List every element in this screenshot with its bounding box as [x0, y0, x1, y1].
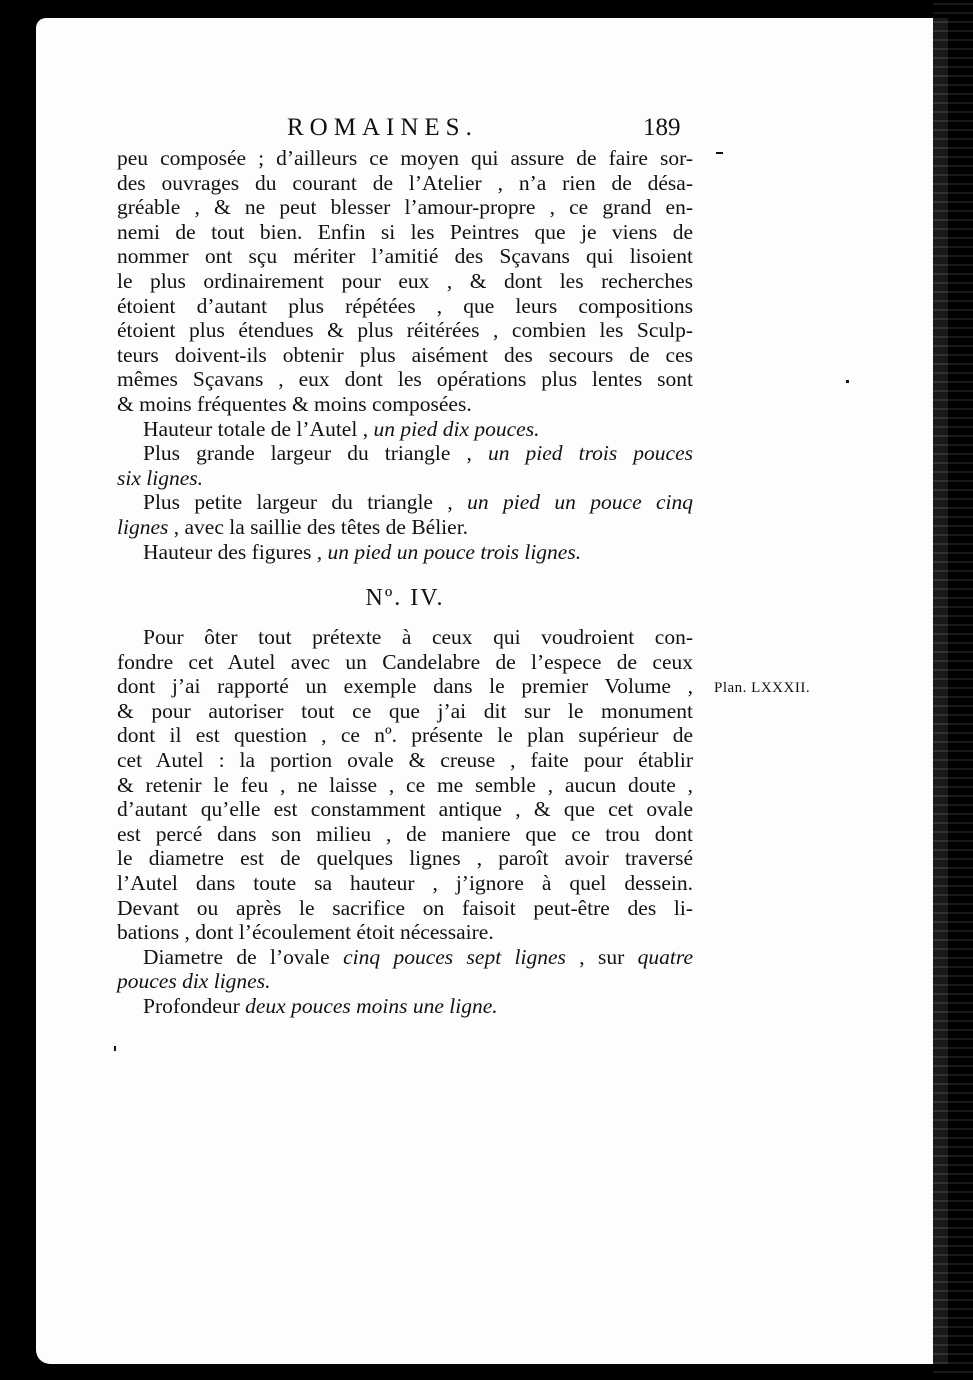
text-line: mêmes Sçavans , eux dont les opérations plus lentes sont [117, 367, 693, 392]
measure-value: deux pouces moins une ligne. [245, 993, 498, 1018]
text-line: Devant ou après le sacrifice on faisoit peut-être des li- [117, 895, 693, 920]
text-line: le diametre est de quelques lignes , paroît avoir traversé [117, 846, 693, 871]
measure-label: Diametre de l’ovale [143, 944, 330, 969]
measure-value: quatre [637, 944, 694, 969]
text-line: étoient d’autant plus répétées , que leurs compositions [117, 293, 693, 318]
text-line: nommer ont sçu mériter l’amitié des Sçavans qui lisoient [117, 244, 693, 269]
section-heading: Nº. IV. [365, 585, 445, 611]
measure-continued [117, 515, 693, 540]
scan-edge [933, 0, 973, 1380]
measure-largest-width [117, 441, 693, 466]
stray-mark [846, 380, 849, 383]
measure-label: Plus petite largeur du triangle , [143, 490, 453, 515]
text-block-2 [117, 625, 693, 1019]
margin-note-plate-ref: Plan. LXXXII. [714, 680, 811, 696]
stray-mark [114, 1046, 116, 1051]
text-line: fondre cet Autel avec un Candelabre de l’espece de ceux [117, 649, 693, 674]
measure-label: Hauteur des figures , [143, 539, 323, 564]
measure-label: Profondeur [143, 993, 240, 1018]
measure-value: un pied un pouce cinq [467, 490, 694, 515]
text-line: dont il est question , ce nº. présente le plan supérieur de [117, 723, 693, 748]
text-line: teurs doivent-ils obtenir plus aisément des secours de ces [117, 342, 693, 367]
measure-label: Plus grande largeur du triangle , [143, 441, 472, 466]
measure-value-continued: pouces dix lignes. [117, 969, 271, 994]
text-line: le plus ordinairement pour eux , & dont les recherches [117, 268, 693, 293]
measure-tail: , avec la saillie des têtes de Bélier. [173, 514, 469, 539]
measure-mid: , sur [579, 944, 625, 969]
measure-depth [117, 994, 693, 1019]
text-line: cet Autel : la portion ovale & creuse , faite pour établir [117, 747, 693, 772]
text-line: d’autant qu’elle est constamment antique , & que cet ovale [117, 797, 693, 822]
text-line: gréable , & ne peut blesser l’amour-propre , ce grand en- [117, 195, 693, 220]
measure-value: un pied trois pouces [487, 441, 693, 466]
measure-value: un pied dix pouces. [373, 416, 540, 441]
text-line: étoient plus étendues & plus réitérées , combien les Sculp- [117, 318, 693, 343]
running-head: ROMAINES. [287, 114, 478, 141]
measure-value-continued: six lignes. [117, 465, 203, 490]
text-line: nemi de tout bien. Enfin si les Peintres que je viens de [117, 219, 693, 244]
text-line: & pour autoriser tout ce que j’ai dit sur le monument [117, 698, 693, 723]
text-line: bations , dont l’écoulement étoit nécessaire. [117, 920, 494, 945]
text-line: & retenir le feu , ne laisse , ce me semble , aucun doute , [117, 772, 693, 797]
stray-mark [716, 152, 723, 154]
text-line: peu composée ; d’ailleurs ce moyen qui assure de faire sor- [117, 146, 693, 170]
text-line: est percé dans son milieu , de maniere que ce trou dont [117, 821, 693, 846]
measure-value: un pied un pouce trois lignes. [327, 539, 582, 564]
text-block-1 [117, 146, 693, 564]
text-line: des ouvrages du courant de l’Atelier , n’a rien de désa- [117, 170, 693, 195]
text-line: dont j’ai rapporté un exemple dans le premier Volume , [117, 674, 693, 699]
page-number: 189 [643, 114, 681, 141]
text-line: Pour ôter tout prétexte à ceux qui voudroient con- [143, 625, 693, 649]
measure-smallest-width [117, 490, 693, 515]
text-line: l’Autel dans toute sa hauteur , j’ignore à quel dessein. [117, 870, 693, 895]
measure-height [117, 417, 693, 442]
measure-oval-diameter [117, 945, 693, 970]
measure-value: cinq pouces sept lignes [343, 944, 566, 969]
text-line: & moins fréquentes & moins composées. [117, 391, 472, 416]
measure-value: lignes [117, 514, 169, 539]
measure-figures-height [117, 540, 693, 565]
measure-label: Hauteur totale de l’Autel , [143, 416, 369, 441]
